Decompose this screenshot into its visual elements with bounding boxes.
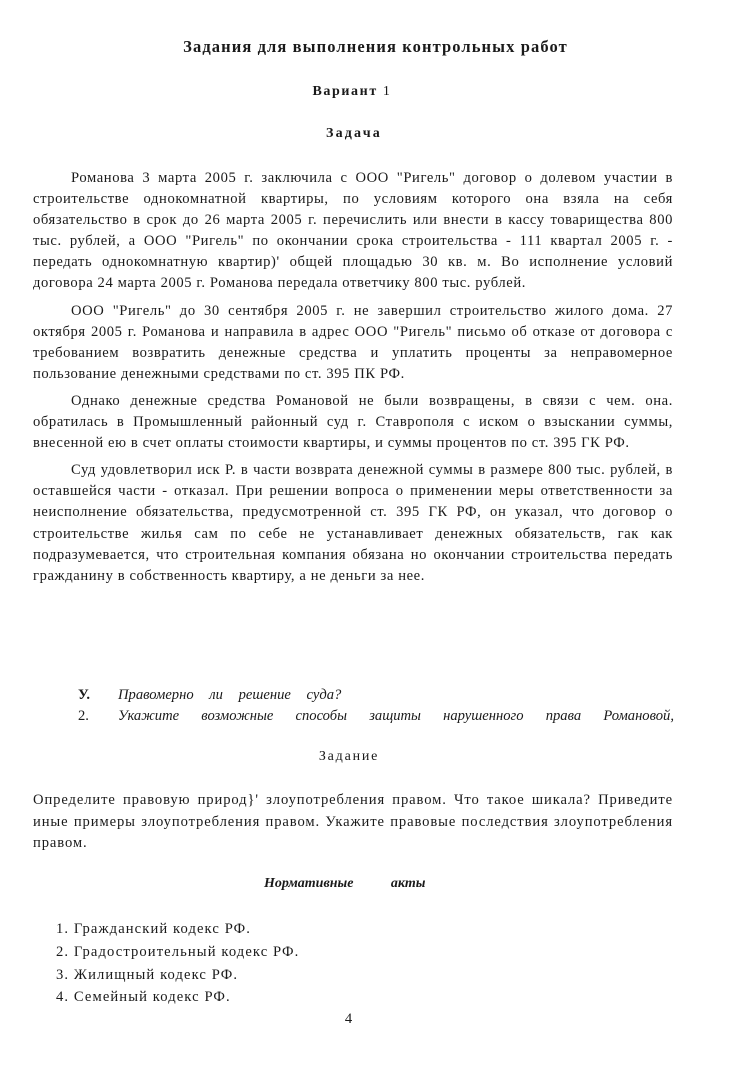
list-item: 3. Жилищный кодекс РФ. <box>56 966 239 983</box>
question-text: Укажите возможные способы защиты нарушенного права Романовой, <box>118 708 674 724</box>
task-heading: Задача <box>325 126 382 141</box>
list-item: 1. Гражданский кодекс РФ. <box>56 921 252 937</box>
task-body <box>33 168 673 593</box>
acts-heading: Нормативные акты <box>264 876 426 891</box>
questions-list <box>78 685 674 727</box>
question-number: У. <box>78 687 90 703</box>
variant-number: 1 <box>382 84 392 99</box>
question-number: 2. <box>78 708 89 724</box>
assignment-text: Определите правовую природ}' злоупотребления правом. Что такое шикала? Приведите иные примеры злоупотребления правом. Укажите правовые последствия злоупотребления правом. <box>33 792 673 851</box>
paragraph: Суд удовлетворил иск Р. в части возврата денежной суммы в размере 800 тыс. рублей, в оставшейся части - отказал. При решении вопроса о применении меры ответственности за неисполнение обязательства, предусмотренной ст. 395 ГК РФ, он указал, что договор о строительстве жилья сам по себе не устанавливает денежных обязательств, гак как подразумевается, что строительная компания обязана но окончании строительства передать гражданину в собственность квартиру, а не деньги за нее. <box>33 462 673 584</box>
paragraph: Однако денежные средства Романовой не были возвращены, в связи с чем. она. обратилась в Промышленный районный суд г. Ставрополя с иском о взыскании суммы, внесенной ею в счет оплаты стоимости квартиры, и суммы процентов по ст. 395 ГК РФ. <box>33 392 673 452</box>
paragraph: Романова 3 марта 2005 г. заключила с ООО "Ригель" договор о долевом участии в строительстве однокомнатной квартиры, по условиям которого она взяла на себя обязательство в срок до 26 марта 2005 г. перечислить или внести в кассу товарищества 800 тыс. рублей, а ООО "Ригель" по окончании срока строительства - 111 квартал 2005 г. - передать однокомнатную квартир)' общей площадью 30 кв. м. Во исполнение условий договора 24 марта 2005 г. Романова передала ответчику 800 тыс. рублей. <box>33 170 673 292</box>
question-item <box>78 706 674 727</box>
variant-label: Вариант <box>312 84 378 99</box>
acts-list <box>56 918 299 1009</box>
page-title: Задания для выполнения контрольных работ <box>183 37 568 56</box>
variant-heading <box>0 84 704 100</box>
question-text: Правомерно ли решение суда? <box>118 687 342 703</box>
paragraph: ООО "Ригель" до 30 сентября 2005 г. не завершил строительство жилого дома. 27 октября 2005 г. Романова и направила в адрес ООО "Ригель" письмо об отказе от договора с требованием возвратить денежные средства и уплатить проценты за неправомерное пользование денежными средствами по ст. 395 ПК РФ. <box>33 302 673 382</box>
assignment-heading: Задание <box>318 749 380 764</box>
question-item <box>78 685 674 706</box>
list-item: 2. Градостроительный кодекс РФ. <box>56 943 300 960</box>
list-item: 4. Семейный кодекс РФ. <box>56 989 231 1006</box>
page-number: 4 <box>344 1011 353 1027</box>
